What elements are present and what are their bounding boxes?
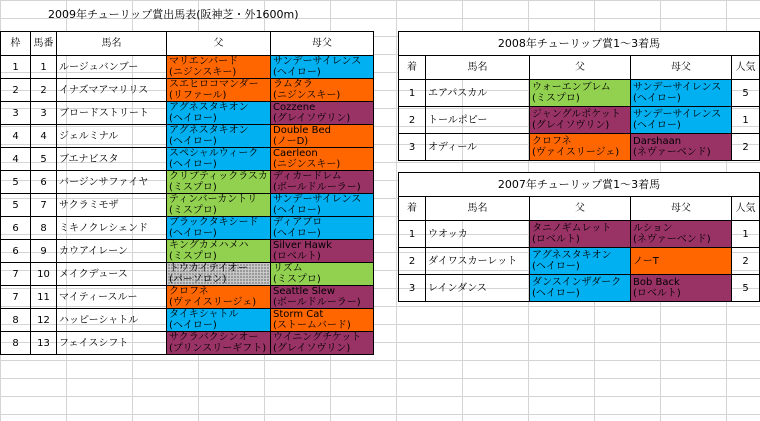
- dam-sire-cell-lineage: (ネヴァーベンド): [633, 234, 711, 245]
- umaban-cell: 9: [31, 240, 57, 263]
- dam-sire-cell: [271, 194, 374, 217]
- sire-cell-lineage: (リファール): [169, 90, 227, 101]
- sire-cell-lineage: (ヴァイスリージェ): [169, 297, 257, 308]
- sire-cell-lineage: (ミスプロ): [169, 205, 217, 216]
- popularity-cell: 2: [732, 134, 760, 161]
- popularity-cell: 1: [732, 221, 760, 248]
- horse-name-cell: レインダンス: [426, 275, 530, 302]
- entries-header-row: [1, 32, 374, 56]
- dam-sire-cell-lineage: (ヘイロー): [633, 93, 681, 104]
- sire-cell: [167, 56, 271, 79]
- dam-sire-cell-lineage: (ボールドルーラー): [273, 182, 361, 193]
- sire-cell-name: アグネスタキオン: [532, 250, 612, 261]
- horse-name-cell: ミキノクレシェンド: [57, 217, 167, 240]
- header-horse-name: 馬名: [426, 197, 530, 221]
- umaban-cell: 1: [31, 56, 57, 79]
- table-row: [399, 248, 760, 275]
- umaban-cell: 10: [31, 263, 57, 286]
- sire-cell-lineage: (ヴァイスリージェ): [532, 147, 620, 158]
- header-popularity: 人気: [732, 197, 760, 221]
- table-row: [1, 102, 374, 125]
- table-row: [399, 80, 760, 107]
- sire-cell-lineage: (グレイソヴリン): [532, 120, 610, 131]
- sire-cell-lineage: (ヘイロー): [169, 159, 217, 170]
- dam-sire-cell-name: サンデーサイレンス: [633, 109, 722, 120]
- sire-cell-name: マリエンバード: [169, 56, 239, 67]
- horse-name-cell: マイティースルー: [57, 286, 167, 309]
- dam-sire-cell-name: ディアブロ: [273, 217, 323, 228]
- sire-cell-name: サクラバクシンオー: [169, 332, 259, 343]
- horse-name-cell: ブエナビスタ: [57, 148, 167, 171]
- waku-cell: 7: [1, 263, 31, 286]
- horse-name-cell: ダイワスカーレット: [426, 248, 530, 275]
- dam-sire-cell-name: ルション: [633, 223, 673, 234]
- dam-sire-cell-name: Silver Hawk: [273, 240, 332, 251]
- dam-sire-cell-name: リズム: [273, 263, 303, 274]
- table-row: [1, 171, 374, 194]
- sire-cell-name: ブラックタキシード: [169, 217, 259, 228]
- sire-cell-name: タニノギムレット: [532, 223, 612, 234]
- waku-cell: 7: [1, 286, 31, 309]
- waku-cell: 8: [1, 332, 31, 355]
- dam-sire-cell: [271, 332, 374, 355]
- table-row: [1, 286, 374, 309]
- sire-cell: [167, 263, 271, 286]
- dam-sire-cell: [631, 107, 732, 134]
- dam-sire-cell: [631, 221, 732, 248]
- header-place: 着: [399, 56, 426, 80]
- waku-cell: 6: [1, 240, 31, 263]
- horse-name-cell: エアパスカル: [426, 80, 530, 107]
- table-row: [1, 148, 374, 171]
- sire-cell: [530, 221, 631, 248]
- sire-cell-lineage: (ミスプロ): [169, 182, 217, 193]
- table-row: [1, 194, 374, 217]
- waku-cell: 8: [1, 309, 31, 332]
- horse-name-cell: ジェルミナル: [57, 125, 167, 148]
- sire-cell-lineage: (ミスプロ): [169, 251, 217, 262]
- header-sire: 父: [530, 56, 631, 80]
- sire-cell: [530, 134, 631, 161]
- dam-sire-cell-lineage: (ニジンスキー): [273, 90, 341, 101]
- sire-cell-name: スペシャルウィーク: [169, 148, 259, 159]
- dam-sire-cell: [271, 309, 374, 332]
- table-row: [1, 332, 374, 355]
- place-cell: 2: [399, 107, 426, 134]
- entries-table: [0, 31, 374, 355]
- sire-cell-lineage: (ロベルト): [532, 234, 580, 245]
- horse-name-cell: ルージュバンブー: [57, 56, 167, 79]
- header-dam-sire: 母父: [271, 32, 374, 56]
- dam-sire-cell-lineage: (ボールドルーラー): [273, 297, 361, 308]
- sire-cell-lineage: (ヘイロー): [532, 261, 580, 272]
- umaban-cell: 8: [31, 217, 57, 240]
- table-row: [1, 79, 374, 102]
- dam-sire-cell: [271, 125, 374, 148]
- table-row: [1, 125, 374, 148]
- dam-sire-cell-name: ウイニングチケット: [273, 332, 362, 343]
- sire-cell-lineage: (パーソロン): [169, 274, 227, 285]
- dam-sire-cell-lineage: (ヘイロー): [273, 205, 321, 216]
- umaban-cell: 11: [31, 286, 57, 309]
- waku-cell: 2: [1, 79, 31, 102]
- sire-cell: [167, 286, 271, 309]
- waku-cell: 3: [1, 102, 31, 125]
- dam-sire-cell-lineage: (ストームバード): [273, 320, 351, 331]
- waku-cell: 4: [1, 125, 31, 148]
- header-horse-name: 馬名: [426, 56, 530, 80]
- dam-sire-cell-name: ラムタラ: [273, 79, 313, 90]
- horse-name-cell: バージンサファイヤ: [57, 171, 167, 194]
- sire-cell-lineage: (ヘイロー): [532, 288, 580, 299]
- dam-sire-cell-name: サンデーサイレンス: [273, 194, 362, 205]
- umaban-cell: 7: [31, 194, 57, 217]
- sire-cell-name: ジャングルポケット: [532, 109, 621, 120]
- dam-sire-cell: [271, 148, 374, 171]
- header-waku: 枠: [1, 32, 31, 56]
- horse-name-cell: ウオッカ: [426, 221, 530, 248]
- header-popularity: 人気: [732, 56, 760, 80]
- sire-cell: [167, 240, 271, 263]
- sire-cell-name: ダンスインザダーク: [532, 277, 622, 288]
- horse-name-cell: ブロードストリート: [57, 102, 167, 125]
- sire-cell-lineage: (プリンスリーギフト): [169, 343, 267, 354]
- dam-sire-cell-name: サンデーサイレンス: [633, 82, 722, 93]
- sire-cell-name: スエヒロコマンダー: [169, 79, 259, 90]
- horse-name-cell: トールポピー: [426, 107, 530, 134]
- waku-cell: 1: [1, 56, 31, 79]
- sire-cell-name: トウカイテイオー: [169, 263, 248, 274]
- dam-sire-cell-lineage: (グレイソヴリン): [273, 343, 351, 354]
- table-row: [1, 217, 374, 240]
- dam-sire-cell-lineage: (ヘイロー): [633, 120, 681, 131]
- horse-name-cell: イナズマアマリリス: [57, 79, 167, 102]
- dam-sire-cell-lineage: (ネヴァーベンド): [633, 147, 711, 158]
- sire-cell-name: クロフネ: [169, 286, 209, 297]
- header-dam-sire: 母父: [631, 56, 732, 80]
- dam-sire-cell: [271, 263, 374, 286]
- place-cell: 1: [399, 221, 426, 248]
- sire-cell-name: アグネスタキオン: [169, 102, 249, 113]
- table-row: [399, 221, 760, 248]
- place-cell: 2: [399, 248, 426, 275]
- table-row: [399, 275, 760, 302]
- sire-cell-name: タイキシャトル: [169, 309, 239, 320]
- dam-sire-cell-lineage: (ロベルト): [633, 288, 681, 299]
- horse-name-cell: メイクデュース: [57, 263, 167, 286]
- table-row: [399, 107, 760, 134]
- horse-name-cell: サクラミモザ: [57, 194, 167, 217]
- dam-sire-cell-lineage: (グレイソヴリン): [273, 113, 351, 124]
- popularity-cell: 1: [732, 107, 760, 134]
- place-cell: 3: [399, 275, 426, 302]
- dam-sire-cell-lineage: (ヘイロー): [273, 67, 321, 78]
- sire-cell-name: ティンバーカントリ: [169, 194, 258, 205]
- sire-cell-lineage: (ニジンスキー): [169, 67, 237, 78]
- sire-cell-lineage: (ミスプロ): [532, 93, 580, 104]
- dam-sire-cell: [631, 248, 732, 275]
- table-row: [1, 263, 374, 286]
- results-2008-title: 2008年チューリップ賞1～3着馬: [399, 32, 760, 56]
- results-2008-header-row: [399, 56, 760, 80]
- sire-cell-lineage: (ヘイロー): [169, 113, 217, 124]
- header-horse-name: 馬名: [57, 32, 167, 56]
- sire-cell: [167, 217, 271, 240]
- sire-cell: [530, 107, 631, 134]
- waku-cell: 4: [1, 148, 31, 171]
- popularity-cell: 5: [732, 275, 760, 302]
- sire-cell: [530, 275, 631, 302]
- dam-sire-cell: [631, 80, 732, 107]
- horse-name-cell: カウアイレーン: [57, 240, 167, 263]
- sire-cell-lineage: (ヘイロー): [169, 228, 217, 239]
- sire-cell: [167, 125, 271, 148]
- dam-sire-cell: [271, 286, 374, 309]
- table-row: [1, 240, 374, 263]
- sire-cell: [167, 194, 271, 217]
- umaban-cell: 3: [31, 102, 57, 125]
- dam-sire-cell-name: Darshaan: [633, 136, 682, 147]
- umaban-cell: 2: [31, 79, 57, 102]
- dam-sire-cell: [271, 171, 374, 194]
- dam-sire-cell: [631, 275, 732, 302]
- sire-cell-name: クリプティックラスカ: [169, 171, 268, 182]
- umaban-cell: 13: [31, 332, 57, 355]
- dam-sire-cell-name: Double Bed: [273, 125, 331, 136]
- popularity-cell: 2: [732, 248, 760, 275]
- dam-sire-cell-lineage: (ニジンスキー): [273, 159, 341, 170]
- waku-cell: 5: [1, 171, 31, 194]
- table-row: [1, 309, 374, 332]
- dam-sire-cell: [271, 56, 374, 79]
- results-2008-table: [398, 31, 760, 161]
- dam-sire-cell-lineage: (ノーD): [273, 136, 309, 147]
- sire-cell-name: アグネスタキオン: [169, 125, 249, 136]
- waku-cell: 5: [1, 194, 31, 217]
- sire-cell-lineage: (ヘイロー): [169, 320, 217, 331]
- sire-cell-name: ウォーエンブレム: [532, 82, 611, 93]
- dam-sire-cell: [271, 102, 374, 125]
- umaban-cell: 6: [31, 171, 57, 194]
- dam-sire-cell-name: サンデーサイレンス: [273, 56, 362, 67]
- sire-cell: [530, 248, 631, 275]
- dam-sire-cell-name: ディカードレム: [273, 171, 342, 182]
- sire-cell-name: キングカメハメハ: [169, 240, 249, 251]
- sire-cell: [167, 332, 271, 355]
- header-dam-sire: 母父: [631, 197, 732, 221]
- table-row: [399, 134, 760, 161]
- sire-cell-name: クロフネ: [532, 136, 572, 147]
- header-umaban: 馬番: [31, 32, 57, 56]
- sire-cell-lineage: (ヘイロー): [169, 136, 217, 147]
- page-title: 2009年チューリップ賞出馬表(阪神芝・外1600m): [48, 8, 299, 21]
- dam-sire-cell: [631, 134, 732, 161]
- header-place: 着: [399, 197, 426, 221]
- sire-cell: [167, 171, 271, 194]
- popularity-cell: 5: [732, 80, 760, 107]
- dam-sire-cell-name: Caerleon: [273, 148, 318, 159]
- dam-sire-cell-name: Cozzene: [273, 102, 316, 113]
- sire-cell: [167, 309, 271, 332]
- dam-sire-cell-lineage: (ヘイロー): [273, 228, 321, 239]
- sire-cell: [167, 79, 271, 102]
- umaban-cell: 4: [31, 125, 57, 148]
- sire-cell: [167, 148, 271, 171]
- table-row: [1, 56, 374, 79]
- place-cell: 3: [399, 134, 426, 161]
- umaban-cell: 5: [31, 148, 57, 171]
- dam-sire-cell: [271, 217, 374, 240]
- horse-name-cell: ハッピーシャトル: [57, 309, 167, 332]
- dam-sire-cell-name: ノーT: [633, 255, 659, 267]
- place-cell: 1: [399, 80, 426, 107]
- umaban-cell: 12: [31, 309, 57, 332]
- dam-sire-cell-name: Storm Cat: [273, 309, 324, 320]
- dam-sire-cell-lineage: (ミスプロ): [273, 274, 321, 285]
- dam-sire-cell-name: Bob Back: [633, 277, 680, 288]
- sire-cell: [530, 80, 631, 107]
- results-2007-table: [398, 172, 760, 302]
- header-sire: 父: [530, 197, 631, 221]
- dam-sire-cell: [271, 79, 374, 102]
- horse-name-cell: オディール: [426, 134, 530, 161]
- results-2007-header-row: [399, 197, 760, 221]
- results-2007-title: 2007年チューリップ賞1～3着馬: [399, 173, 760, 197]
- header-sire: 父: [167, 32, 271, 56]
- sire-cell: [167, 102, 271, 125]
- dam-sire-cell-lineage: (ロベルト): [273, 251, 321, 262]
- dam-sire-cell-name: Seattle Slew: [273, 286, 336, 297]
- waku-cell: 6: [1, 217, 31, 240]
- horse-name-cell: フェイスシフト: [57, 332, 167, 355]
- dam-sire-cell: [271, 240, 374, 263]
